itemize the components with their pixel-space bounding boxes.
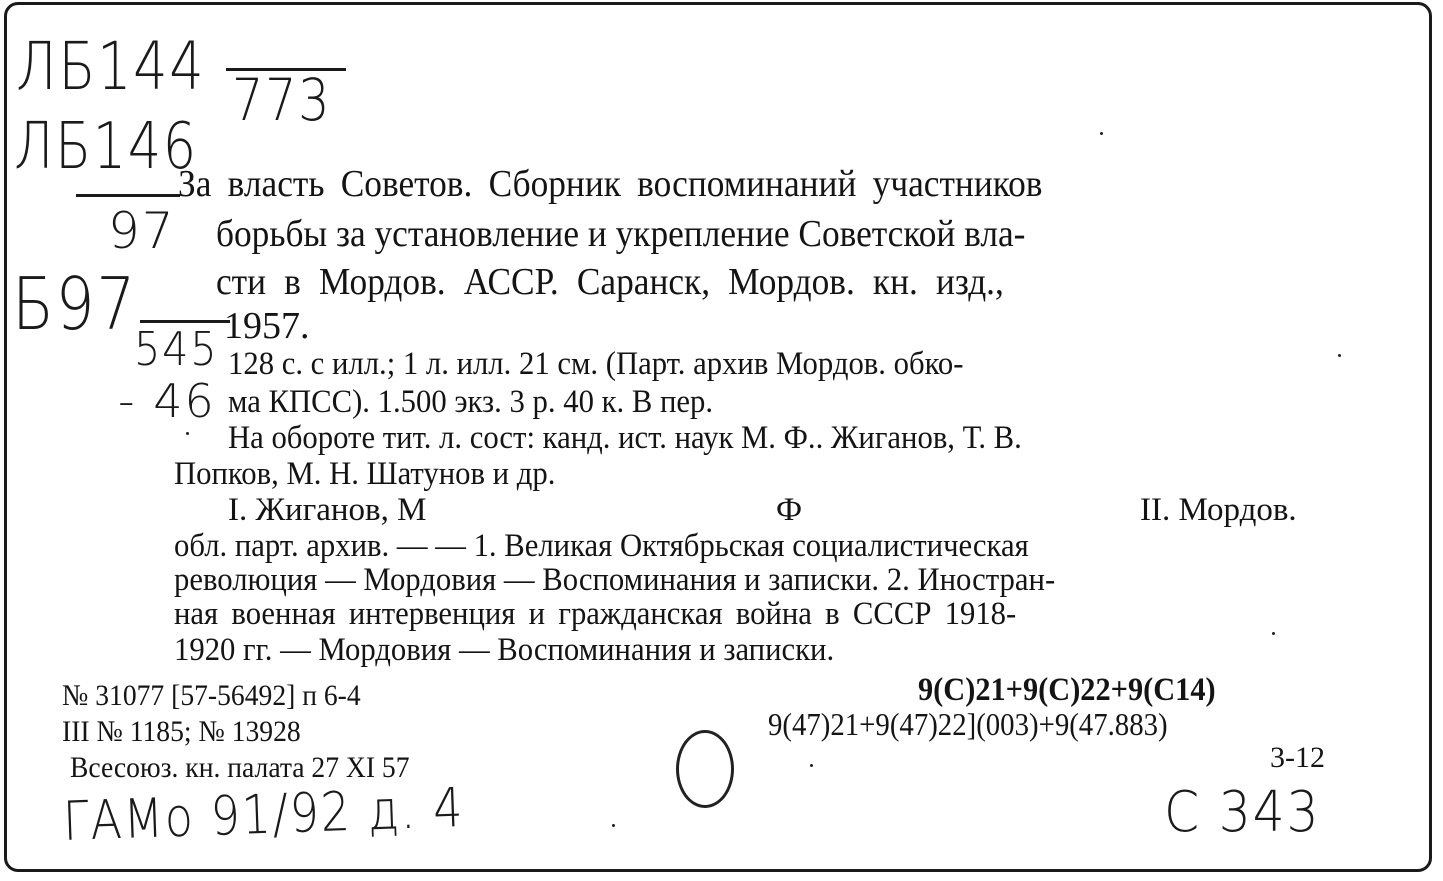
footer-right-2: 9(47)21+9(47)22](003)+9(47.883) <box>768 706 1168 742</box>
handwritten-code-3: Б97 <box>12 262 137 346</box>
footer-left-2: III № 1185; № 13928 <box>62 715 301 748</box>
entry-line-9c: II. Мордов. <box>1140 492 1297 528</box>
footer-left-1: № 31077 [57-56492] п 6-4 <box>62 679 361 712</box>
entry-line-9b: Ф <box>776 492 803 528</box>
entry-line-13: 1920 гг. — Мордовия — Воспоминания и записки. <box>174 632 835 668</box>
footer-left-3: Всесоюз. кн. палата 27 XI 57 <box>70 751 410 784</box>
entry-line-12: ная военная интервенция и гражданская война в СССР 1918- <box>174 596 1017 632</box>
entry-line-9a: I. Жиганов, М <box>228 492 427 528</box>
stamp-circle <box>676 730 734 808</box>
handwritten-underline <box>76 194 180 197</box>
handwritten-code-1: ЛБ144 <box>16 28 206 105</box>
speck <box>1100 132 1103 135</box>
speck <box>810 764 813 767</box>
entry-line-5: 128 с. с илл.; 1 л. илл. 21 см. (Парт. архив Мордов. обко- <box>228 346 964 382</box>
speck <box>1338 354 1341 357</box>
speck <box>612 824 615 827</box>
entry-line-11: революция — Мордовия — Воспоминания и записки. 2. Иностран- <box>174 562 1056 598</box>
footer-right-1: 9(С)21+9(С)22+9(С14) <box>918 672 1216 708</box>
entry-line-6: ма КПСС). 1.500 экз. 3 р. 40 к. В пер. <box>228 384 714 420</box>
entry-line-2: борьбы за установление и укрепление Советской вла- <box>216 213 1026 255</box>
handwritten-stamp-bottom: ГАМо 91/92 д. 4 <box>62 776 466 853</box>
entry-line-7: На обороте тит. л. сост: канд. ист. наук М. Ф.. Жиганов, Т. В. <box>228 420 1022 456</box>
entry-line-3: сти в Мордов. АССР. Саранск, Мордов. кн. изд., <box>216 261 1004 303</box>
entry-line-10: обл. парт. архив. — — 1. Великая Октябрьская социалистическая <box>174 528 1029 564</box>
speck <box>1272 632 1275 635</box>
handwritten-num-97: 97 <box>108 202 176 260</box>
handwritten-code-1-suffix: 773 <box>232 66 332 134</box>
handwritten-code-2: ЛБ146 <box>14 110 198 184</box>
handwritten-stamp-right: С 343 <box>1164 780 1321 845</box>
entry-line-4: 1957. <box>224 305 310 347</box>
entry-line-8: Попков, М. Н. Шатунов и др. <box>174 456 556 492</box>
speck <box>186 432 189 435</box>
handwritten-num-46: - 46 <box>118 374 216 428</box>
entry-line-1: За власть Советов. Сборник воспоминаний участников <box>178 163 1043 205</box>
footer-right-3: 3-12 <box>1270 741 1325 774</box>
handwritten-num-545: 545 <box>134 322 219 376</box>
